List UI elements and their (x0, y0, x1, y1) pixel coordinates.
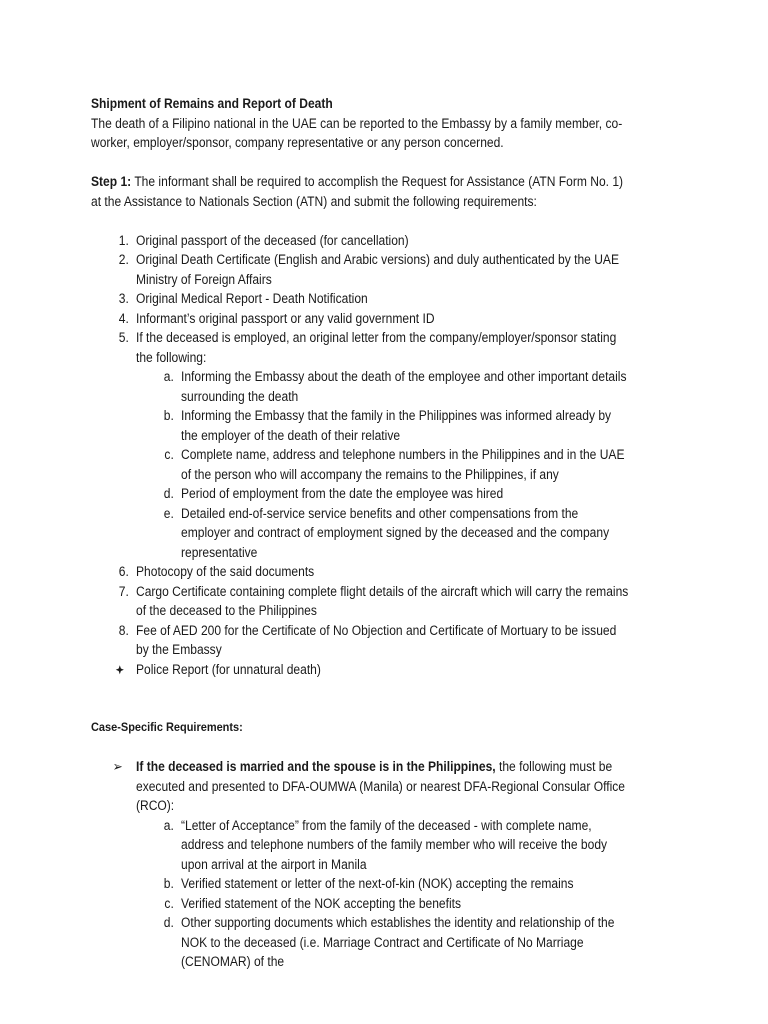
list-item: 8. Fee of AED 200 for the Certificate of No Objection and Certificate of Mortuary to be issued by the Embassy (118, 622, 617, 657)
sub-list-item: d. Period of employment from the date the employee was hired (163, 486, 504, 501)
sub-list-item: c. Complete name, address and telephone numbers in the Philippines and in the UAE of the person who will accompany the remains to the Philippines, if any (164, 447, 625, 482)
sub-list-item: a. “Letter of Acceptance” from the family of the deceased - with complete name, address and telephone numbers of the family member who will receive the body upon arrival at the airport in Manila (163, 817, 608, 872)
step1-text: The informant shall be required to accomplish the Request for Assistance (ATN Form No. 1) at the Assistance to Nationals Section (ATN) and submit the following requirements: (91, 174, 624, 209)
sub-list-item: e. Detailed end-of-service service benefits and other compensations from the employer and contract of employment signed by the deceased and the company representative (163, 505, 610, 560)
list-item-police-report: Police Report (for unnatural death) (91, 660, 631, 680)
step1-paragraph (91, 172, 631, 211)
document-body (91, 94, 631, 972)
sub-list-item: b. Verified statement or letter of the next-of-kin (NOK) accepting the remains (163, 876, 574, 891)
arrowhead-bullet-icon: ➢ (112, 759, 123, 774)
case-specific-heading: Case-Specific Requirements: (91, 720, 243, 734)
case-married-spouse-philippines: ➢ If the deceased is married and the spouse is in the Philippines, the following must be executed and presented to DFA-OUMWA (Manila) or nearest DFA-Regional Consular Office (RCO): (112, 759, 625, 813)
document-title: Shipment of Remains and Report of Death (91, 96, 333, 111)
step1-label: Step 1: (91, 174, 132, 189)
list-item: 1. Original passport of the deceased (for cancellation) (118, 232, 409, 248)
requirements-list (91, 231, 631, 680)
list-item: 3. Original Medical Report - Death Notification (118, 291, 368, 306)
list-item: 7. Cargo Certificate containing complete flight details of the aircraft which will carry the remains of the deceased to the Philippines (118, 583, 629, 618)
list-item: 2. Original Death Certificate (English and Arabic versions) and duly authenticated by the UAE Ministry of Foreign Affairs (118, 252, 620, 287)
list-item: 5. If the deceased is employed, an original letter from the company/employer/sponsor stating the following: (118, 330, 617, 365)
list-item: 6. Photocopy of the said documents (118, 564, 315, 579)
intro-paragraph: The death of a Filipino national in the UAE can be reported to the Embassy by a family member, co-worker, employer/sponsor, company representative or any person concerned. (91, 115, 623, 150)
four-petal-diamond-bullet-icon (115, 660, 124, 680)
sub-list-item: b. Informing the Embassy that the family in the Philippines was informed already by the employer of the death of their relative (163, 408, 612, 443)
sub-list-item: a. Informing the Embassy about the death of the employee and other important details surrounding the death (163, 369, 627, 404)
list-item: 4. Informant’s original passport or any valid government ID (118, 310, 435, 326)
sub-list-item: c. Verified statement of the NOK accepting the benefits (164, 895, 462, 911)
sub-list-item: d. Other supporting documents which establishes the identity and relationship of the NOK to the deceased (i.e. Marriage Contract and Certificate of No Marriage (CENOMAR) of the (163, 915, 615, 969)
